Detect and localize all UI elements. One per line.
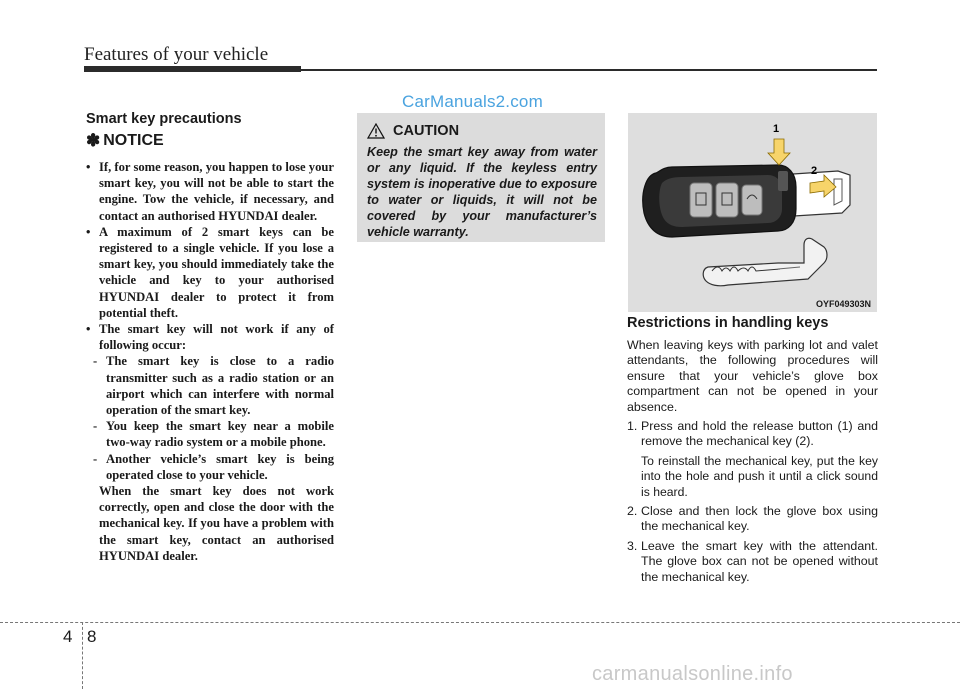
- warning-triangle-icon: [367, 123, 385, 139]
- notice-sub-radio-transmitter: - The smart key is close to a radio transmitter such as a radio station or an airport which can interfere with normal operation of the smart key.: [93, 354, 334, 418]
- caution-label: CAUTION: [393, 123, 460, 139]
- notice-label: NOTICE: [103, 132, 164, 149]
- notice-asterisk-icon: ✽: [86, 131, 101, 150]
- notice-bullet-not-work: • The smart key will not work if any of following occur:: [86, 322, 334, 353]
- figure-code: OYF049303N: [815, 299, 871, 309]
- callout-1-label: 1: [773, 123, 780, 135]
- notice-bullet-lost-key: • If, for some reason, you happen to lose your smart key, you will not be able to start the engine. Tow the vehicle, if necessary, and contact an authorised HYUNDAI dealer.: [86, 160, 334, 223]
- step-3: 3. Leave the smart key with the attendant. The glove box can not be opened without the mechanical key.: [627, 538, 878, 584]
- section-title-restrictions: Restrictions in handling keys: [627, 315, 829, 331]
- section-title-smart-key-precautions: Smart key precautions: [86, 111, 242, 127]
- smart-key-precautions-column: [86, 111, 334, 564]
- step-1-note: To reinstall the mechanical key, put the key into the hole and push it until a click sound is heard.: [641, 453, 878, 499]
- notice-body: [86, 159, 334, 564]
- caution-box: [357, 113, 605, 242]
- notice-closing: When the smart key does not work correctly, open and close the door with the mechanical key. If you have a problem with the smart key, contact an authorised HYUNDAI dealer.: [99, 484, 334, 563]
- restrictions-intro: When leaving keys with parking lot and valet attendants, the following procedures will ensure that your vehicle’s glove box compartment can not be opened in your absence.: [627, 338, 878, 414]
- step-2: 2. Close and then lock the glove box using the mechanical key.: [627, 504, 878, 534]
- smart-key-illustration: [628, 113, 877, 312]
- notice-sub-mobile-phone: - You keep the smart key near a mobile two-way radio system or a mobile phone.: [93, 419, 334, 450]
- restrictions-column: [627, 315, 878, 589]
- page-header-title: Features of your vehicle: [84, 44, 269, 65]
- page-number: 8: [87, 627, 97, 646]
- notice-sub-other-key: - Another vehicle’s smart key is being operated close to your vehicle.: [93, 451, 334, 482]
- footer-divider: [82, 622, 83, 689]
- header-rule-thin: [301, 69, 877, 71]
- header-rule-thick: [84, 66, 301, 72]
- restrictions-body: [627, 338, 878, 585]
- notice-heading: [86, 131, 334, 151]
- smart-key-figure: [628, 113, 877, 312]
- caution-heading: [367, 123, 459, 139]
- notice-bullet-max-keys: • A maximum of 2 smart keys can be registered to a single vehicle. If you lose a smart key, you should immediately take the vehicle and key to your authorised HYUNDAI dealer to protect it from potential theft.: [86, 224, 334, 320]
- chapter-number: 4: [63, 627, 73, 646]
- watermark-bottom: carmanualsonline.info: [592, 663, 793, 685]
- watermark-top: CarManuals2.com: [402, 92, 543, 111]
- step-1: 1. Press and hold the release button (1) and remove the mechanical key (2).: [627, 419, 878, 449]
- caution-text: Keep the smart key away from water or any liquid. If the keyless entry system is inoperative due to exposure to water or liquids, it will not be covered by your manufacturer’s vehicle warranty.: [367, 145, 597, 239]
- callout-2-label: 2: [811, 165, 818, 177]
- footer-rule: [0, 622, 960, 623]
